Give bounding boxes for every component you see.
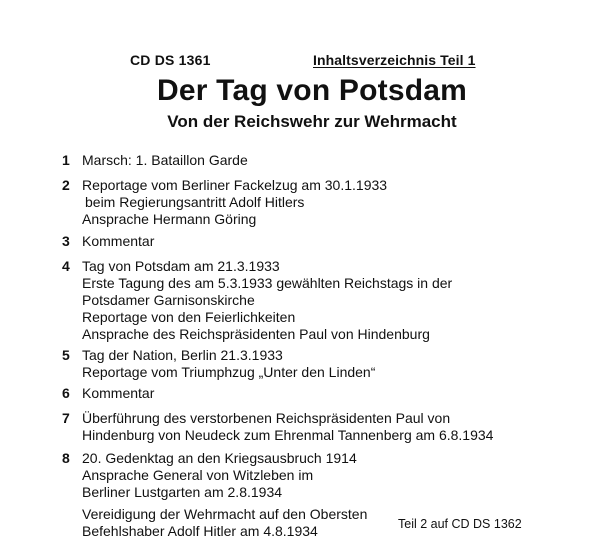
track-line: beim Regierungsantritt Adolf Hitlers	[85, 194, 305, 210]
track-line: Marsch: 1. Bataillon Garde	[82, 152, 248, 168]
track-line: Ansprache General von Witzleben im	[82, 467, 314, 483]
track-number: 6	[62, 385, 70, 401]
track-line: Erste Tagung des am 5.3.1933 gewählten Reichstags in der	[82, 275, 453, 291]
track-number: 8	[62, 450, 70, 466]
track-line: Kommentar	[82, 233, 155, 249]
track-line: Überführung des verstorbenen Reichspräsidenten Paul von	[82, 410, 451, 426]
track-line: 20. Gedenktag an den Kriegsausbruch 1914	[82, 450, 357, 466]
track-line: Potsdamer Garnisonskirche	[82, 292, 255, 308]
track-line: Reportage von den Feierlichkeiten	[82, 309, 296, 325]
track-number: 5	[62, 347, 70, 363]
page-subtitle: Von der Reichswehr zur Wehrmacht	[167, 112, 457, 131]
track-line: Tag von Potsdam am 21.3.1933	[82, 258, 280, 274]
track-line: Kommentar	[82, 385, 155, 401]
track-number: 4	[62, 258, 70, 274]
section-heading: Inhaltsverzeichnis Teil 1	[313, 52, 476, 68]
track-line: Hindenburg von Neudeck zum Ehrenmal Tannenberg am 6.8.1934	[82, 427, 494, 443]
page-title: Der Tag von Potsdam	[157, 74, 467, 107]
track-line: Ansprache Hermann Göring	[82, 211, 257, 227]
track-line: Berliner Lustgarten am 2.8.1934	[82, 484, 283, 500]
track-line: Tag der Nation, Berlin 21.3.1933	[82, 347, 283, 363]
track-number: 3	[62, 233, 70, 249]
track-line: Vereidigung der Wehrmacht auf den Obersten	[82, 506, 368, 522]
track-line: Ansprache des Reichspräsidenten Paul von Hindenburg	[82, 326, 430, 342]
track-number: 1	[62, 152, 70, 168]
track-number: 7	[62, 410, 70, 426]
track-line: Befehlshaber Adolf Hitler am 4.8.1934	[82, 523, 318, 539]
catalog-number: CD DS 1361	[130, 52, 211, 68]
track-line: Reportage vom Berliner Fackelzug am 30.1.1933	[82, 177, 388, 193]
continuation-note: Teil 2 auf CD DS 1362	[398, 517, 522, 531]
track-number: 2	[62, 177, 70, 193]
track-line: Reportage vom Triumphzug „Unter den Linden“	[82, 364, 376, 380]
